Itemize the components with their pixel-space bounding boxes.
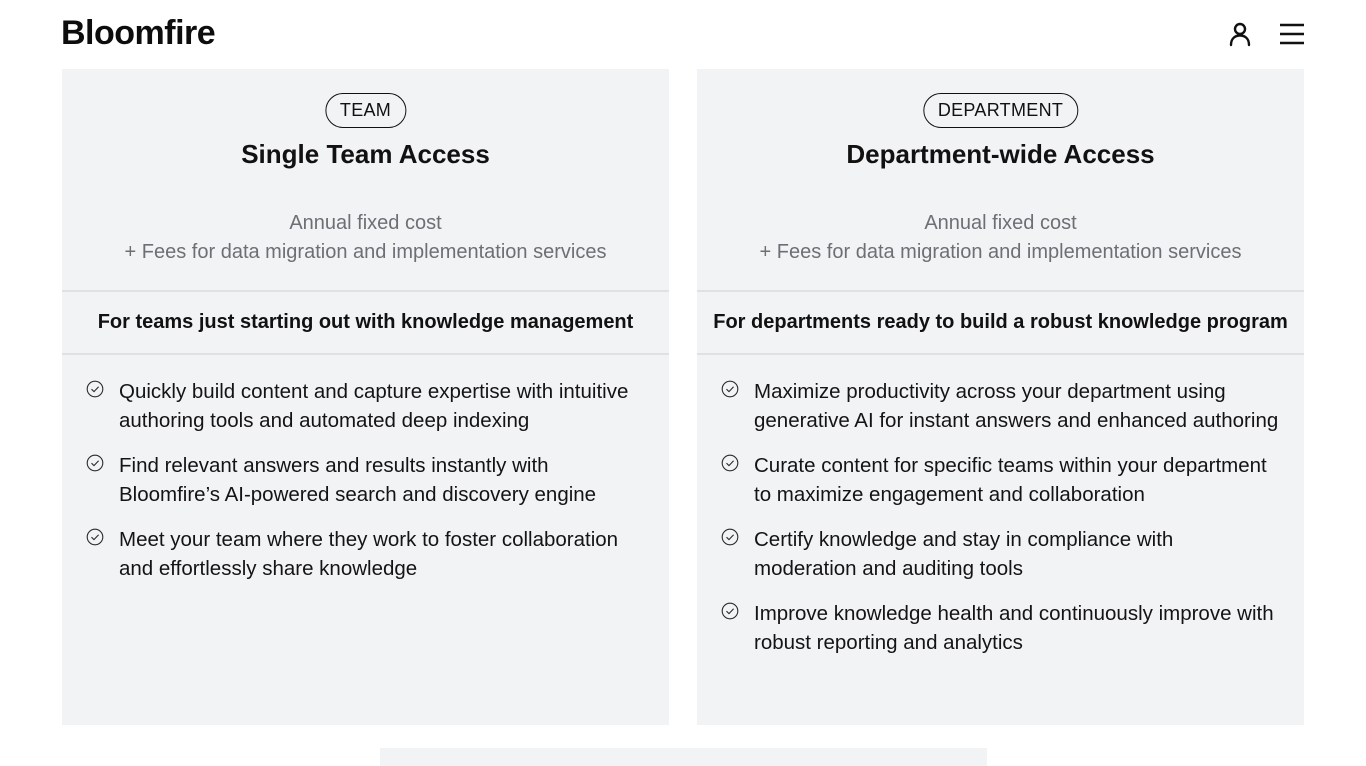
feature-list <box>697 355 1304 657</box>
feature-text: Maximize productivity across your department using generative AI for instant answers and enhanced authoring <box>754 380 1279 432</box>
pricing-line-1: Annual fixed cost <box>924 212 1077 234</box>
feature-item <box>721 599 1280 657</box>
feature-item <box>86 451 645 509</box>
bloomfire-logo[interactable]: Bloomfire <box>61 14 216 52</box>
plan-tagline: For departments ready to build a robust knowledge program <box>697 292 1304 355</box>
pricing-line-2: + Fees for data migration and implementation services <box>124 241 607 263</box>
plan-pricing <box>697 209 1304 267</box>
plan-badge: DEPARTMENT <box>923 93 1078 128</box>
check-circle-icon <box>721 380 739 398</box>
hamburger-menu-icon[interactable] <box>1278 22 1306 46</box>
feature-item <box>86 525 645 583</box>
plan-card-header <box>62 69 669 292</box>
plan-pricing <box>62 209 669 267</box>
feature-item <box>721 377 1280 435</box>
check-circle-icon <box>721 602 739 620</box>
plan-tagline: For teams just starting out with knowledge management <box>62 292 669 355</box>
site-header <box>0 0 1366 68</box>
check-circle-icon <box>86 380 104 398</box>
plan-title: Department-wide Access <box>846 139 1155 169</box>
plan-card-department <box>697 69 1304 725</box>
feature-text: Improve knowledge health and continuously improve with robust reporting and analytics <box>754 602 1274 654</box>
check-circle-icon <box>86 528 104 546</box>
check-circle-icon <box>86 454 104 472</box>
pricing-line-1: Annual fixed cost <box>289 212 442 234</box>
feature-list <box>62 355 669 583</box>
feature-text: Curate content for specific teams within your department to maximize engagement and collaboration <box>754 454 1267 506</box>
feature-item <box>721 451 1280 509</box>
plan-title: Single Team Access <box>241 139 490 169</box>
feature-item <box>721 525 1280 583</box>
feature-text: Meet your team where they work to foster collaboration and effortlessly share knowledge <box>119 528 619 580</box>
plan-badge: TEAM <box>325 93 406 128</box>
user-icon[interactable] <box>1226 20 1254 48</box>
next-section-card <box>380 748 987 766</box>
feature-text: Find relevant answers and results instantly with Bloomfire’s AI-powered search and discovery engine <box>119 454 597 506</box>
feature-text: Certify knowledge and stay in compliance with moderation and auditing tools <box>754 528 1174 580</box>
check-circle-icon <box>721 454 739 472</box>
check-circle-icon <box>721 528 739 546</box>
plan-card-team <box>62 69 669 725</box>
feature-text: Quickly build content and capture expertise with intuitive authoring tools and automated deep indexing <box>119 380 629 432</box>
feature-item <box>86 377 645 435</box>
pricing-line-2: + Fees for data migration and implementation services <box>759 241 1242 263</box>
plan-card-header <box>697 69 1304 292</box>
